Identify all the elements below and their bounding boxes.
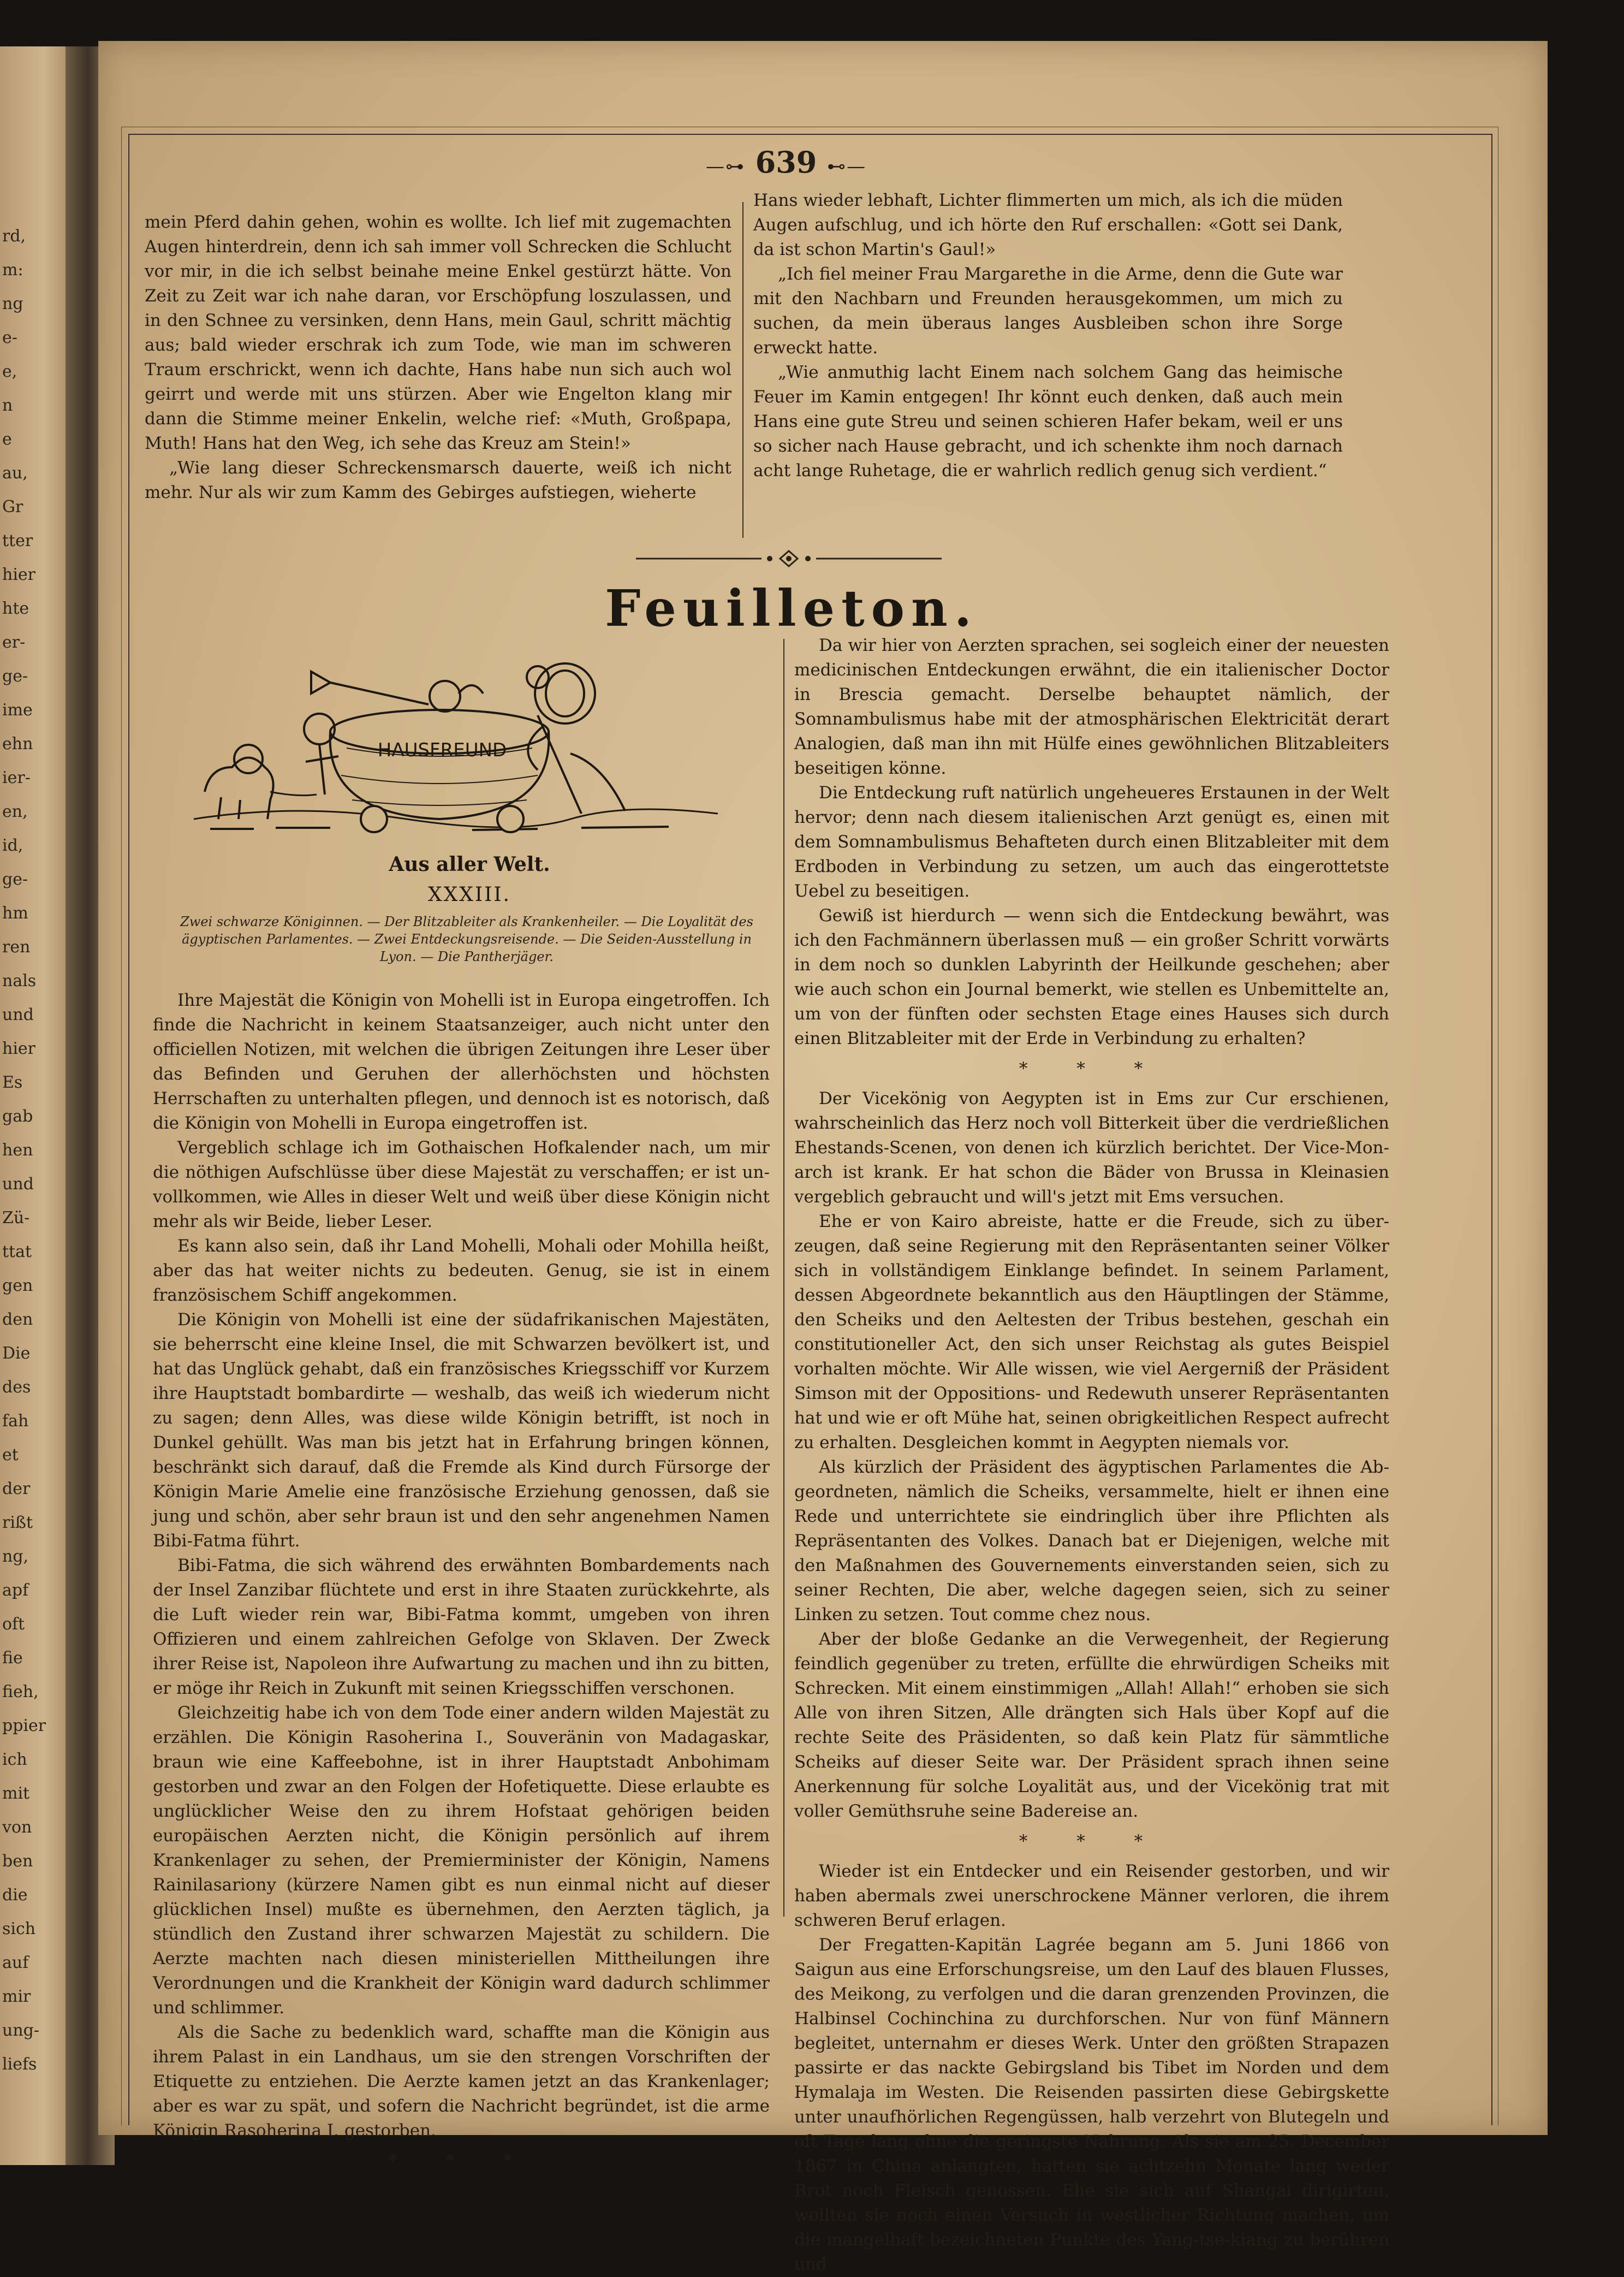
left-page-fragment: sich xyxy=(2,1919,36,1938)
paragraph: Gleichzeitig habe ich von dem Tode einer andern wilden Majestät zu erzählen. Die Königin Rasoherina I., Souveränin von Madagaskar, braun wie eine Kaffeebohne, ist in ihrer Hauptstadt Anbohimam gestorben und zwar an den Folgen der Hofetiquette. Diese erlaubte es unglücklicher Weise den zu ihrem Hofstaat gehörigen beiden europäischen Aerzten nicht, die Königin persönlich auf ihrem Krankenlager zu sehen, der Premierminister der Königin, Namens Rainilasariony (kürzere Namen gibt es nun einmal nicht auf dieser glücklichen Insel) mußte es übernehmen, den Aerzten täglich, ja stündlich den Zustand ihrer schwarzen Majestät zu schildern. Die Aerzte machten nach diesen ministeriellen Mittheilungen ihre Verordnungen und die Krankheit der Königin ward dadurch schlimmer und schlimmer. xyxy=(153,1703,770,2018)
paragraph: Die Entdeckung ruft natürlich ungeheueres Erstaunen in der Welt hervor; denn nach diesem italienischen Arzt genügt es, einen mit dem Somnambulismus Behafteten durch einen Blitzableiter mit dem Erdboden in Verbindung zu setzen, um auch das eingerottetste Uebel zu beseitigen. xyxy=(794,783,1389,901)
left-page-fragment: hte xyxy=(2,599,29,618)
left-page-fragment: Zü- xyxy=(2,1208,30,1228)
page-number: 639 xyxy=(755,145,817,180)
paragraph: Bibi-Fatma, die sich während des erwähnten Bombardements nach der Insel Zanzibar flüchtete und erst in ihre Staaten zurückkehrte, als die Luft wieder rein war, Bibi-Fatma kommt, umgeben von ihren Offizieren und einem zahlreichen Gefolge von Sklaven. Der Zweck ihrer Reise ist, Napoleon ihre Aufwartung zu machen und ihn zu bitten, er möge ihr Reich in Zukunft mit seinen Kriegsschiffen verschonen. xyxy=(153,1556,770,1698)
star-separator: * * * xyxy=(388,2151,534,2171)
left-page-fragment: rd, xyxy=(2,227,26,246)
left-page-fragment: und xyxy=(2,1005,34,1024)
left-page-fragment: ich xyxy=(2,1750,27,1769)
left-page-fragment: oft xyxy=(2,1615,25,1634)
star-separator: * * * xyxy=(1019,1059,1165,1078)
paragraph: Als kürzlich der Präsident des ägyptischen Parlamentes die Abgeordneten, nämlich die Scheiks, versammelte, hielt er ihnen eine Rede und unterrichtete sie eindringlich über ihre Pflichten als Repräsentanten des Volkes. Danach bat er Diejenigen, welche mit den Maßnahmen des Gouvernements einverstanden seien, sich zu seiner Rechten, Die aber, welche dagegen seien, sich zu seiner Linken zu setzen. Tout comme chez nous. xyxy=(794,1457,1389,1624)
ornament-left-icon: —⊶ xyxy=(705,156,745,177)
left-page-fragment: ier- xyxy=(2,768,31,787)
paragraph: Aber der bloße Gedanke an die Verwegenheit, der Regierung feindlich gegenüber zu treten, erfüllte die ehrwürdigen Scheiks mit Schrecken. Mit einem einstimmigen „Allah! Allah!“ erhoben sie sich Alle von ihren Sitzen, Alle drängten sich Hals über Kopf auf die rechte Seite des Präsidenten, so daß kein Platz für sämmtliche Scheiks auf dieser Seite war. Der Präsident sprach ihnen seine Anerkennung für solche Loyalität aus, und der Vicekönig trat mit voller Gemüthsruhe seine Badereise an. xyxy=(794,1629,1389,1821)
left-page-fragment: hen xyxy=(2,1141,33,1160)
left-page-fragment: e, xyxy=(2,362,17,381)
bottom-column-rule xyxy=(783,639,784,1917)
left-page-fragment: n xyxy=(2,396,13,415)
paragraph: Gewiß ist hierdurch — wenn sich die Entdeckung bewährt, was ich den Fachmännern überlassen muß — ein großer Schritt vorwärts in dem noch so dunklen Labyrinth der Heilkunde geschehen; aber wie auch schon ein Journal bemerkt, wie stellen es Unbemittelte an, um von der fünften oder sechsten Etage eines Hauses sich durch einen Blitzableiter mit der Erde in Verbindung zu erhalten? xyxy=(794,906,1389,1048)
left-page-fragment: nals xyxy=(2,971,37,991)
ornament-right-icon: ⊷— xyxy=(827,156,867,177)
left-page-fragment: ttat xyxy=(2,1242,32,1261)
paragraph: Ihre Majestät die Königin von Mohelli ist in Europa eingetroffen. Ich finde die Nachricht in keinem Staatsanzeiger, auch nicht unter den officiellen Notizen, mit welchen die übrigen Zeitungen ihre Leser über das Befinden und Geruhen der allerhöchsten und höchsten Herrschaften zu unterhalten pflegen, und dennoch ist es notorisch, daß die Königin von Mohelli in Europa eingetroffen ist. xyxy=(153,991,770,1133)
paragraph: mein Pferd dahin gehen, wohin es wollte. Ich lief mit zugemachten Augen hinterdrein, denn ich sah immer voll Schrecken die Schlucht vor mir, in die ich selbst beinahe meine Enkel gestürzt hätte. Von Zeit zu Zeit war ich nahe daran, vor Erschöpfung loszulassen, und in den Schnee zu versinken, denn Hans, mein Gaul, schritt mächtig aus; bald wieder erschrak ich zum Tode, wie man im schweren Traum erschrickt, wenn ich dachte, Hans habe nun sich auch wol geirrt und werde mit uns stürzen. Aber wie Engelton klang mir dann die Stimme meiner Enkelin, welche rief: «Muth, Großpapa, Muth! Hans hat den Weg, ich sehe das Kreuz am Stein!» xyxy=(145,212,731,453)
page-number-header xyxy=(644,145,928,180)
paragraph: Der Fregatten-Kapitän Lagrée begann am 5. Juni 1866 von Saigun aus eine Erforschungsreise, um den Lauf des blauen Flusses, des Meikong, zu verfolgen und die daran grenzenden Provinzen, die Halbinsel Cochinchina zu durchforschen. Nur von fünf Männern begleitet, unternahm er dieses Werk. Unter den größten Strapazen passirte er das nackte Gebirgsland bis Tibet im Norden und dem Hymalaja im Westen. Die Reisenden passirten diese Gebirgskette unter unaufhörlichen Regengüssen, halb verzehrt von Blutegeln und oft Tage lang ohne die geringste Nahrung. Als sie am 25. December 1867 in China anlangten, hatten sie achtzehn Monate lang weder Brot noch Fleisch genossen. Ehe sie sich auf Shangai dirigirten, wollten sie noch einen Versuch in westlicher Richtung machen, um die mangelhaft bezeichneten Punkte des Yang-tse-kiang zu berühren und xyxy=(794,1935,1389,2274)
left-page-fragment: und xyxy=(2,1175,34,1194)
left-page-fragment: ben xyxy=(2,1852,33,1871)
left-page-fragment: apf xyxy=(2,1581,29,1600)
paragraph: „Wie anmuthig lacht Einem nach solchem Gang das heimische Feuer im Kamin entgegen! Ihr könnt euch denken, daß auch mein Hans eine gute Streu und seinen schieren Hafer bekam, weil er uns so sicher nach Hause gebracht, und ich schenkte ihm noch darnach acht lange Ruhetage, die er wahrlich redlich genug sich verdient.“ xyxy=(753,363,1343,481)
left-page-fragment: ge- xyxy=(2,870,28,889)
left-page-fragment: von xyxy=(2,1818,32,1837)
left-page-fragment: gen xyxy=(2,1276,33,1295)
paragraph: Ehe er von Kairo abreiste, hatte er die Freude, sich zu überzeugen, daß seine Regierung mit den Repräsentanten seiner Völker sich in vollständigem Einklange befindet. In seinem Parlament, dessen Abgeordnete bekanntlich aus den Häuptlingen der Stämme, den Scheiks und den Aeltesten der Tribus bestehen, geschah ein constitutioneller Act, den sich unser Reichstag als gutes Beispiel vorhalten möchte. Wir Alle wissen, wie viel Aergerniß der Präsident Simson mit der Oppositions- und Redewuth unserer Repräsentanten hat und wie er oft Mühe hat, seinen obrigkeitlichen Respect aufrecht zu erhalten. Desgleichen kommt in Aegypten niemals vor. xyxy=(794,1212,1389,1452)
left-page-fragment: gab xyxy=(2,1107,33,1126)
paragraph: „Ich fiel meiner Frau Margarethe in die Arme, denn die Gute war mit den Nachbarn und Freunden herausgekommen, um mich zu suchen, da mein überaus langes Ausbleiben schon ihre Sorge erweckt hatte. xyxy=(753,264,1343,358)
star-separator: * * * xyxy=(1019,1831,1165,1851)
bottom-right-column xyxy=(794,633,1389,2277)
left-page-fragment: ime xyxy=(2,701,33,720)
paragraph: Wieder ist ein Entdecker und ein Reisender gestorben, und wir haben abermals zwei unerschrockene Männer verloren, die ihrem schweren Beruf erlagen. xyxy=(794,1861,1389,1930)
left-page-fragment: hm xyxy=(2,904,28,923)
top-right-column xyxy=(753,188,1343,483)
left-page-fragment: ren xyxy=(2,938,31,957)
left-page-fragment: rißt xyxy=(2,1513,33,1532)
left-page-fragment: id, xyxy=(2,836,23,855)
left-page-fragment: er- xyxy=(2,633,26,652)
left-page-fragment: Gr xyxy=(2,497,23,517)
left-page-fragment: en, xyxy=(2,802,28,821)
left-page-fragment: liefs xyxy=(2,2055,37,2074)
left-page-fragment: ng xyxy=(2,294,23,313)
left-page-fragment: e xyxy=(2,430,12,449)
section-number: XXXIII. xyxy=(428,883,511,906)
left-page-fragment: ng, xyxy=(2,1547,29,1566)
left-page-fragment: den xyxy=(2,1310,33,1329)
left-page-fragment: Es xyxy=(2,1073,23,1092)
paragraph: Da wir hier von Aerzten sprachen, sei sogleich einer der neuesten medicinischen Entdeckungen erwähnt, die ein italienischer Doctor in Brescia gemacht. Derselbe behauptet nämlich, der Somnambulismus habe mit der atmosphärischen Elektricität derart Analogien, daß man ihn mit Hülfe eines gewöhnlichen Blitzableiters beseitigen könne. xyxy=(794,636,1389,778)
ornamental-divider-icon xyxy=(636,549,942,568)
left-page-fragment: des xyxy=(2,1378,31,1397)
left-page-fragment: et xyxy=(2,1445,19,1464)
paragraph: Als die Sache zu bedenklich ward, schaffte man die Königin aus ihrem Palast in ein Landhaus, um sie den strengen Vorschriften der Etiquette zu entziehen. Die Aerzte kamen jetzt an das Krankenlager; aber es war zu spät, und sofern die Nachricht begründet, ist die arme Königin Rasoherina I. gestorben. xyxy=(153,2023,770,2140)
paragraph: „Wie lang dieser Schreckensmarsch dauerte, weiß ich nicht mehr. Nur als wir zum Kamm des Gebirges aufstiegen, wieherte xyxy=(145,458,731,502)
left-page-fragment: mit xyxy=(2,1784,30,1803)
left-page-fragment: ung- xyxy=(2,2021,39,2040)
feuilleton-title: Feuilleton. xyxy=(605,579,978,638)
left-page-fragment: fie xyxy=(2,1649,23,1668)
left-page-fragment: tter xyxy=(2,531,33,550)
left-page-fragment: der xyxy=(2,1479,31,1498)
hausfreund-vignette-icon xyxy=(188,655,723,846)
left-page-margin xyxy=(0,46,74,2165)
left-page-fragment: au, xyxy=(2,464,28,483)
left-page-fragment: Die xyxy=(2,1344,31,1363)
left-page-fragment: fah xyxy=(2,1412,29,1431)
left-page-fragment: ge- xyxy=(2,667,28,686)
left-page-fragment: ppier xyxy=(2,1716,46,1735)
bottom-left-column xyxy=(153,988,770,2179)
top-left-column xyxy=(145,210,731,505)
left-page-fragment: mir xyxy=(2,1987,31,2006)
left-page-fragment: hier xyxy=(2,1039,36,1058)
paragraph: Hans wieder lebhaft, Lichter flimmerten um mich, als ich die müden Augen aufschlug, und ich hörte den Ruf erschallen: «Gott sei Dank, da ist schon Martin's Gaul!» xyxy=(753,191,1343,259)
left-page-fragment: e- xyxy=(2,328,17,347)
paragraph: Es kann also sein, daß ihr Land Mohelli, Mohali oder Mohilla heißt, aber das hat weiter nichts zu bedeuten. Genug, sie ist in einem französischem Schiff angekommen. xyxy=(153,1236,770,1305)
left-page-fragment: fieh, xyxy=(2,1682,39,1701)
left-page-fragment: hier xyxy=(2,565,36,584)
paragraph: Vergeblich schlage ich im Gothaischen Hofkalender nach, um mir die nöthigen Aufschlüsse über diese Majestät zu verschaffen; er ist unvollkommen, wie Alles in dieser Welt und weiß über diese Königin nicht mehr als wir Beide, lieber Leser. xyxy=(153,1138,770,1231)
paragraph: Die Königin von Mohelli ist eine der südafrikanischen Majestäten, sie beherrscht eine kleine Insel, die mit Schwarzen bevölkert ist, und hat das Unglück gehabt, daß ein französisches Kriegsschiff vor Kurzem ihre Hauptstadt bombardirte — weshalb, das weiß ich wiederum nicht zu sagen; denn Alles, was diese wilde Königin betrifft, ist noch in Dunkel gehüllt. Was man bis jetzt hat in Erfahrung bringen können, beschränkt sich darauf, daß die Fremde als Kind durch Fürsorge der Königin Marie Amelie eine französische Erziehung genossen, daß sie jung und schön, aber sehr braun ist und den sehr angenehmen Namen Bibi-Fatma führt. xyxy=(153,1310,770,1551)
left-page-fragment: auf xyxy=(2,1953,29,1972)
top-column-rule xyxy=(742,202,743,538)
section-title: Aus aller Welt. xyxy=(389,853,550,876)
section-summary: Zwei schwarze Königinnen. — Der Blitzableiter als Krankenheiler. — Die Loyalität des ägyptischen Parlamentes. — Zwei Entdeckungsreisende. — Die Seiden-Ausstellung in Lyon. — Die Pantherjäger. xyxy=(180,914,753,964)
paragraph: Der Vicekönig von Aegypten ist in Ems zur Cur erschienen, wahrscheinlich das Herz noch voll Bitterkeit über die verdrießlichen Ehestands-Scenen, von denen ich kürzlich berichtet. Der Vice-Monarch ist krank. Er hat schon die Bäder von Brussa in Kleinasien vergeblich gebraucht und will's jetzt mit Ems versuchen. xyxy=(794,1089,1389,1207)
left-page-fragment: die xyxy=(2,1885,28,1905)
illustration-label: HAUSFREUND xyxy=(377,739,507,761)
left-page-fragment: ehn xyxy=(2,734,33,754)
left-page-fragment: m: xyxy=(2,260,23,280)
